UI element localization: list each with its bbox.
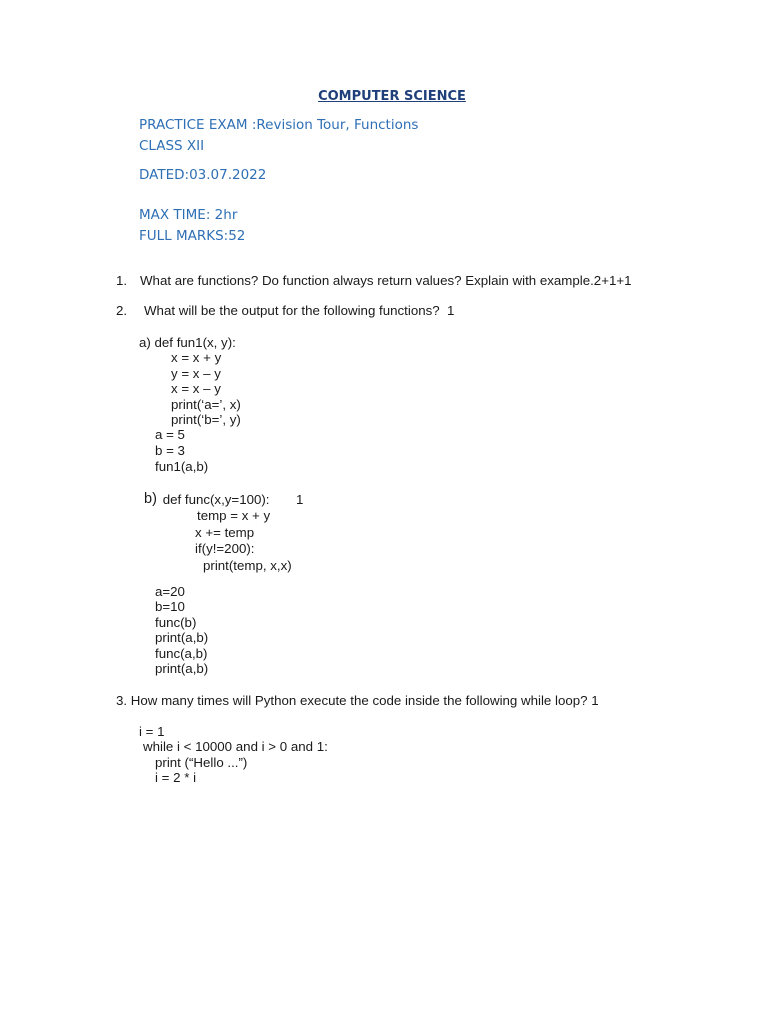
code-line: def func(x,y=100): [159,492,270,507]
code-line: print(a,b) [155,661,209,676]
code-line: i = 2 * i [155,770,197,785]
code-line: print (“Hello ...”) [155,755,248,770]
code-line: x = x + y [171,350,222,365]
date-label: DATED:03.07.2022 [139,167,267,183]
code-line: y = x – y [171,366,221,381]
question-2-number: 2. [116,303,128,318]
code-line: func(b) [155,615,197,630]
part-b-marks: 1 [296,492,304,507]
code-line: print(‘b=’, y) [171,412,241,427]
question-1-text: What are functions? Do function always return values? Explain with example.2+1+1 [140,273,632,288]
code-line: a) def fun1(x, y): [139,335,236,350]
code-line: func(a,b) [155,646,208,661]
code-line: while i < 10000 and i > 0 and 1: [143,739,328,754]
question-3-text: 3. How many times will Python execute the code inside the following while loop? 1 [116,693,599,708]
exam-subtitle: PRACTICE EXAM :Revision Tour, Functions [139,117,419,133]
question-1-number: 1. [116,273,128,288]
code-line: x = x – y [171,381,221,396]
code-line: temp = x + y [197,508,271,523]
code-line: a=20 [155,584,185,599]
code-line: if(y!=200): [195,541,255,556]
page-title: COMPUTER SCIENCE [318,89,466,104]
code-line: print(a,b) [155,630,209,645]
code-line: b=10 [155,599,185,614]
code-line: x += temp [195,525,255,540]
code-line: i = 1 [139,724,165,739]
class-label: CLASS XII [139,138,205,154]
question-2-text: What will be the output for the following functions? 1 [144,303,455,318]
code-line: print(‘a=’, x) [171,397,241,412]
code-line: b = 3 [155,443,185,458]
code-line: fun1(a,b) [155,459,209,474]
part-b-label: b) [144,491,157,507]
max-time-label: MAX TIME: 2hr [139,207,238,223]
code-line: print(temp, x,x) [203,558,292,573]
code-line: a = 5 [155,427,185,442]
full-marks-label: FULL MARKS:52 [139,228,246,244]
